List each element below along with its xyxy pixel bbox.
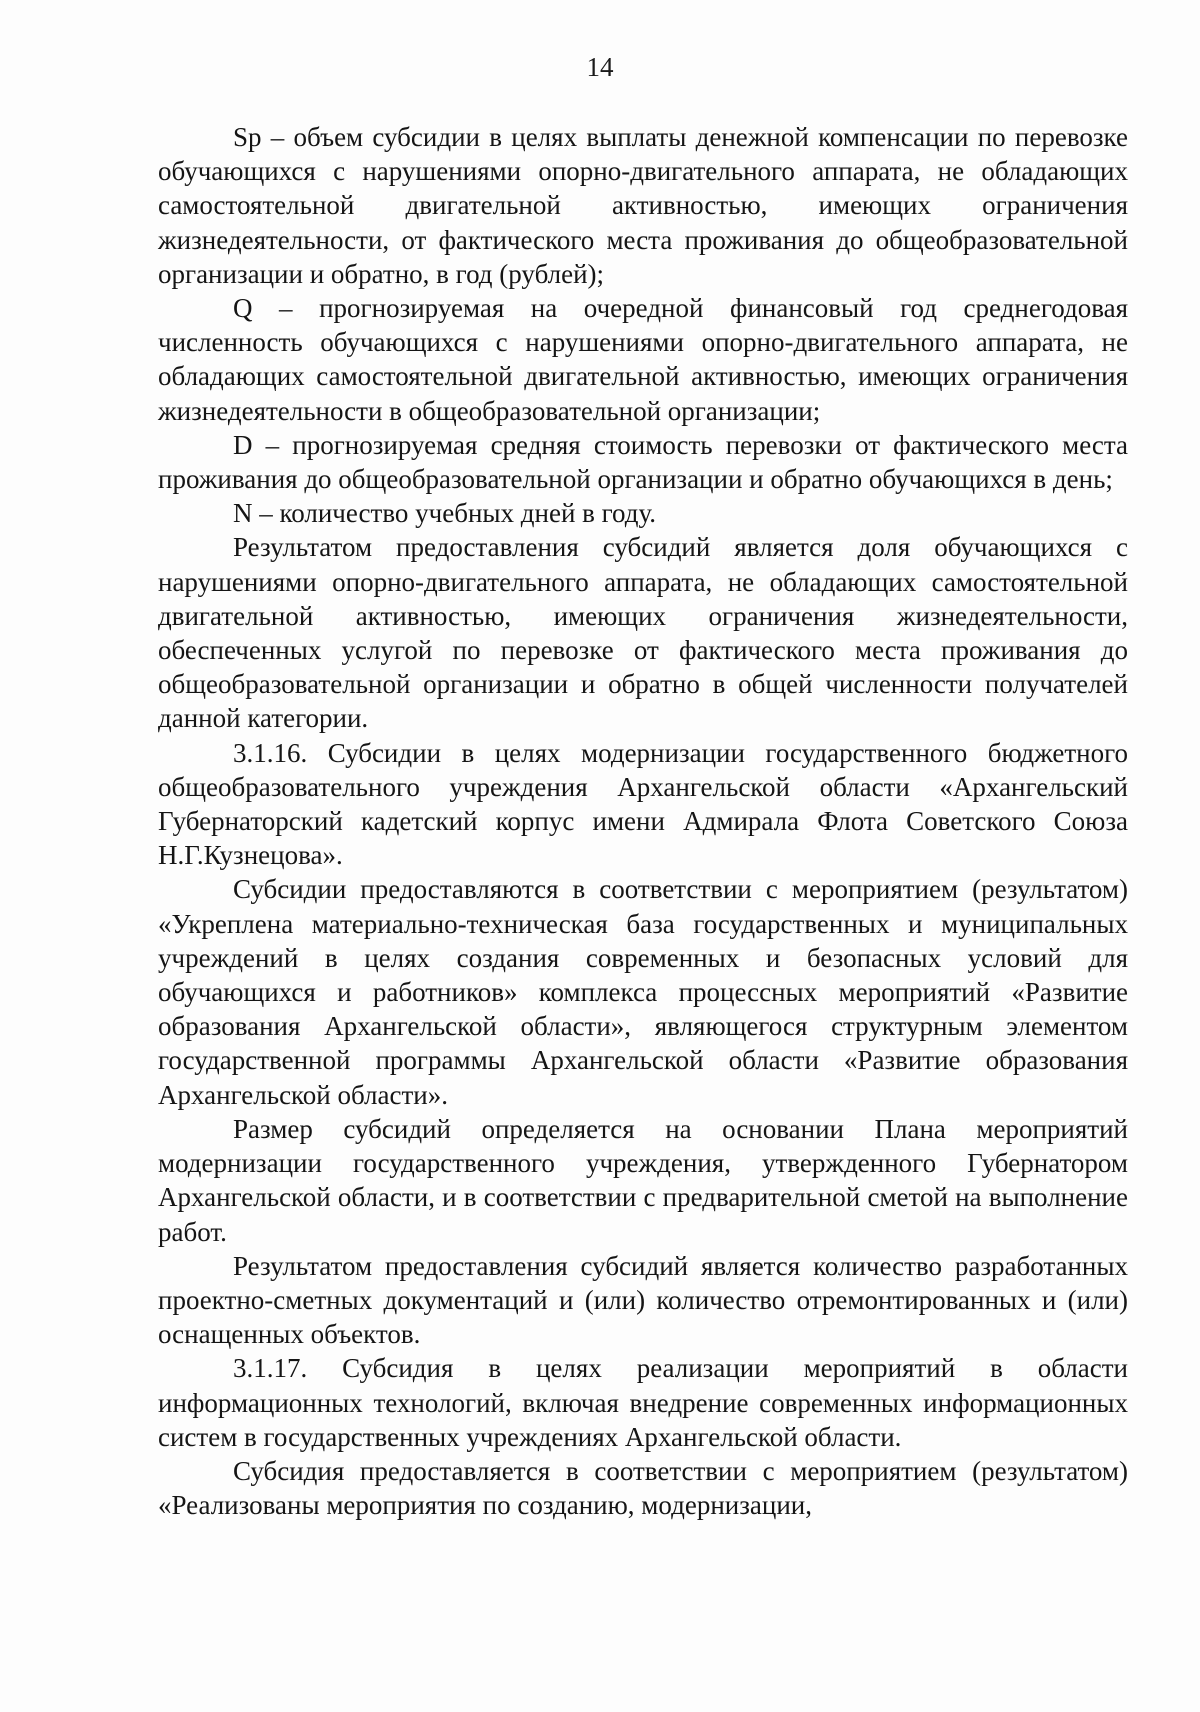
paragraph-n-definition: N – количество учебных дней в году.	[233, 498, 657, 529]
paragraph-subsidy-size: Размер субсидий определяется на основании Плана мероприятий модернизации государственного учреждения, утвержденного Губернатором Архангельской области, и в соответствии с предварительной сметой на выполнение работ.	[158, 1113, 1128, 1247]
paragraph-result-transport: Результатом предоставления субсидий является доля обучающихся с нарушениями опорно-двигательного аппарата, не обладающих самостоятельной двигательной активностью, имеющих ограничения жизнедеятельности, обеспеченных услугой по перевозке от фактического места проживания до общеобразовательной организации и обратно в общей численности получателей данной категории.	[158, 532, 1128, 734]
paragraph-3-1-17: 3.1.17. Субсидия в целях реализации мероприятий в области информационных технологий, включая внедрение современных информационных систем в государственных учреждениях Архангельской области.	[158, 1353, 1128, 1452]
paragraph-d-definition: D – прогнозируемая средняя стоимость перевозки от фактического места проживания до общеобразовательной организации и обратно обучающихся в день;	[158, 429, 1128, 495]
page-number: 14	[586, 52, 614, 82]
document-body	[158, 120, 1128, 1522]
paragraph-q-definition: Q – прогнозируемая на очередной финансовый год среднегодовая численность обучающихся с нарушениями опорно-двигательного аппарата, не обладающих самостоятельной двигательной активностью, имеющих ограничения жизнедеятельности в общеобразовательной организации;	[158, 293, 1128, 426]
paragraph-subsidy-it: Субсидия предоставляется в соответствии с мероприятием (результатом) «Реализованы мероприятия по созданию, модернизации,	[158, 1455, 1128, 1521]
paragraph-subsidies-provided: Субсидии предоставляются в соответствии с мероприятием (результатом) «Укреплена материально-техническая база государственных и муниципальных учреждений в целях создания современных и безопасных условий для обучающихся и работников» комплекса процессных мероприятий «Развитие образования Архангельской области», являющегося структурным элементом государственной программы Архангельской области «Развитие образования Архангельской области».	[158, 874, 1128, 1110]
paragraph-sp-definition: Sp – объем субсидии в целях выплаты денежной компенсации по перевозке обучающихся с нарушениями опорно-двигательного аппарата, не обладающих самостоятельной двигательной активностью, имеющих ограничения жизнедеятельности, от фактического места проживания до общеобразовательной организации и обратно, в год (рублей);	[158, 122, 1128, 289]
paragraph-result-documentation: Результатом предоставления субсидий является количество разработанных проектно-сметных документаций и (или) количество отремонтированных и (или) оснащенных объектов.	[158, 1250, 1128, 1350]
paragraph-3-1-16: 3.1.16. Субсидии в целях модернизации государственного бюджетного общеобразовательного учреждения Архангельской области «Архангельский Губернаторский кадетский корпус имени Адмирала Флота Советского Союза Н.Г.Кузнецова».	[158, 737, 1128, 871]
